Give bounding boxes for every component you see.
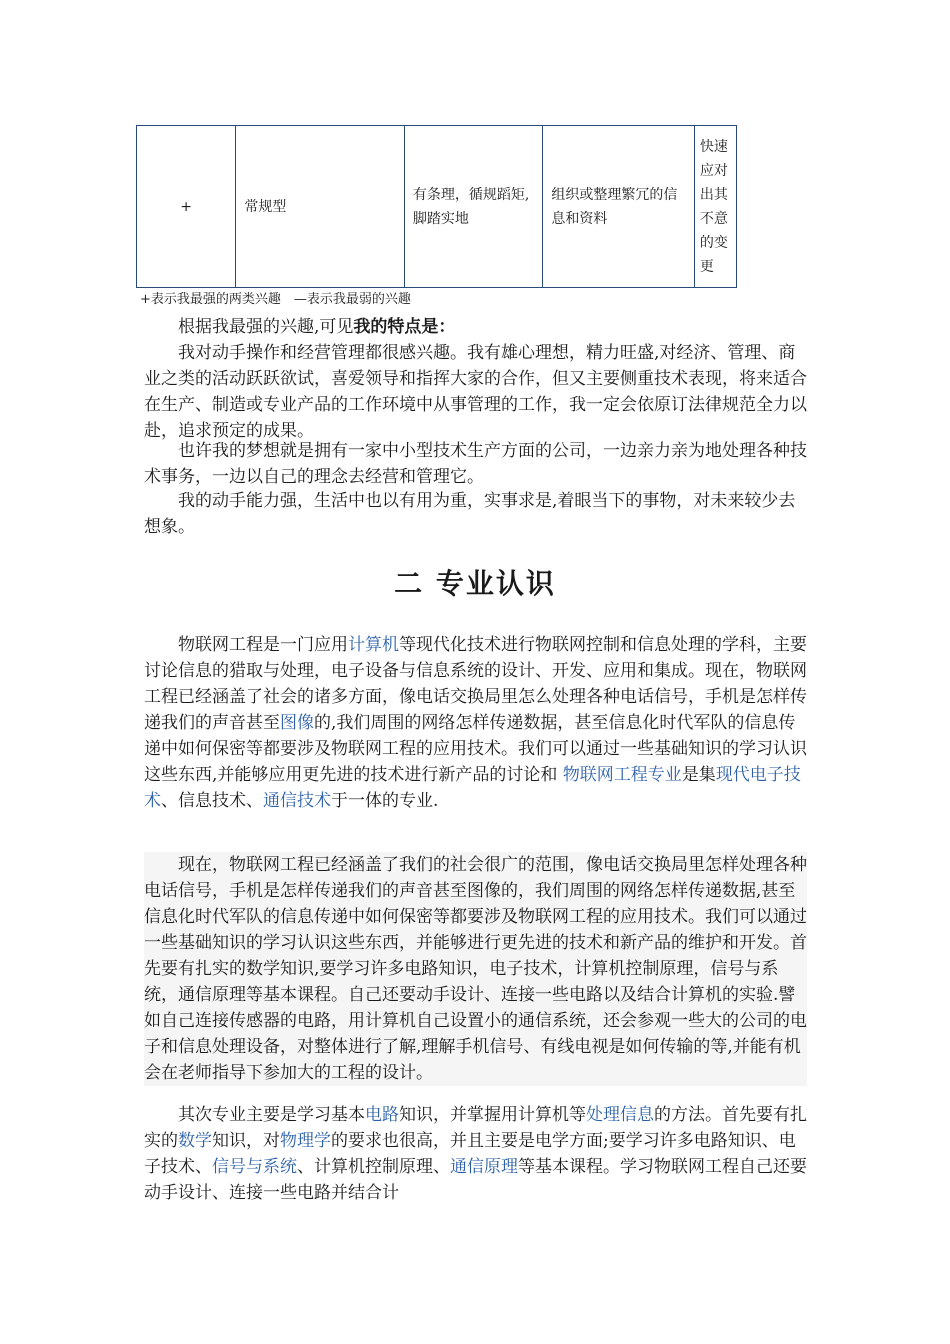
link-physics[interactable]: 物理学	[280, 1131, 331, 1151]
interest-mark-cell: +	[137, 126, 236, 288]
traits-intro-paragraph	[144, 314, 807, 340]
text-run: 的,我们周围的网络怎样传递数据，甚至信息化时代军队的信息传递中如何保密等都要涉及物联网工程的应用技术。我们可以通过一些基础知识的学习认识这些东西,并能够应用更先进的技术进行新产品的讨论和	[144, 713, 807, 785]
traits-paragraph-3: 我的动手能力强，生活中也以有用为重，实事求是,着眼当下的事物，对未来较少去想象。	[144, 491, 796, 537]
text-run: 知识，并掌握用计算机等	[399, 1105, 586, 1125]
text-run: 于一体的专业.	[331, 791, 439, 811]
text-run: 等现代化技术进行物联网控制和信息处理的学科，主要讨论信息的猎取与处理，电子设备与信息系统的设计、开发、应用和集成。现在，物联网工程已经涵盖了社会的诸多方面，像电话交换局里怎么处理各种电话信号，手机是怎样传递我们的声音甚至	[144, 635, 807, 733]
text-run: 、计算机控制原理、	[297, 1157, 450, 1177]
interest-trait-cell: 有条理，循规蹈矩, 脚踏实地	[404, 126, 542, 288]
link-circuit[interactable]: 电路	[365, 1105, 399, 1125]
text-run: 其次专业主要是学习基本	[178, 1105, 365, 1125]
table-row	[137, 126, 737, 288]
interest-table	[136, 125, 737, 288]
text-run: 的要求也很高，并且主要是电学方面;要学习许多电路知识、电子技术、	[144, 1131, 796, 1177]
traits-paragraph-1: 我对动手操作和经营管理都很感兴趣。我有雄心理想，精力旺盛,对经济、管理、商业之类的活动跃跃欲试，喜爱领导和指挥大家的合作，但又主要侧重技术表现，将来适合在生产、制造或专业产品的工作环境中从事管理的工作，我一定会依原订法律规范全力以赴，追求预定的成果。	[144, 343, 807, 441]
link-comm-principles[interactable]: 通信原理	[450, 1157, 518, 1177]
link-image[interactable]: 图像	[280, 713, 314, 733]
interest-ability-cell: 组织或整理繁冗的信息和资料	[543, 126, 695, 288]
link-signals-systems[interactable]: 信号与系统	[212, 1157, 297, 1177]
traits-paragraph-2: 也许我的梦想就是拥有一家中小型技术生产方面的公司，一边亲力亲为地处理各种技术事务，一边以自己的理念去经营和管理它。	[144, 441, 807, 487]
link-info-processing[interactable]: 处理信息	[586, 1105, 654, 1125]
table-legend: +表示我最强的两类兴趣 —表示我最弱的兴趣	[140, 292, 411, 307]
link-communication-tech[interactable]: 通信技术	[263, 791, 331, 811]
text-run: 是集	[681, 765, 716, 785]
section-heading: 二 专业认识	[394, 567, 556, 600]
link-math[interactable]: 数学	[178, 1131, 212, 1151]
text-run: 知识，对	[212, 1131, 280, 1151]
major-intro-paragraph	[144, 632, 807, 814]
text-run: 、信息技术、	[161, 791, 263, 811]
text-run: 的方法。首先要有扎实的	[144, 1105, 807, 1151]
traits-intro-text: 根据我最强的兴趣,可见	[178, 317, 354, 337]
major-scope-paragraph: 现在，物联网工程已经涵盖了我们的社会很广的范围，像电话交换局里怎样处理各种电话信号，手机是怎样传递我们的声音甚至图像的，我们周围的网络怎样传递数据,甚至信息化时代军队的信息传递中如何保密等都要涉及物联网工程的应用技术。我们可以通过一些基础知识的学习认识这些东西，并能够进行更先进的技术和新产品的维护和开发。首先要有扎实的数学知识,要学习许多电路知识，电子技术，计算机控制原理，信号与系统，通信原理等基本课程。自己还要动手设计、连接一些电路以及结合计算机的实验.譬如自己连接传感器的电路，用计算机自己设置小的通信系统，还会参观一些大的公司的电子和信息处理设备，对整体进行了解,理解手机信号、有线电视是如何传输的等,并能有机会在老师指导下参加大的工程的设计。	[144, 852, 807, 1086]
link-iot-major[interactable]: 物联网工程专业	[562, 765, 682, 785]
interest-weakness-cell: 快速应对出其不意的变更	[694, 126, 736, 288]
interest-type-cell: 常规型	[236, 126, 405, 288]
link-modern-electronics[interactable]: 现代电子技术	[144, 765, 801, 811]
text-run: 物联网工程是一门应用	[178, 635, 348, 655]
text-run: 等基本课程。学习物联网工程自己还要动手设计、连接一些电路并结合计	[144, 1157, 807, 1203]
traits-intro-bold: 我的特点是：	[353, 317, 456, 337]
link-computer[interactable]: 计算机	[348, 635, 399, 655]
major-study-paragraph	[144, 1102, 807, 1206]
